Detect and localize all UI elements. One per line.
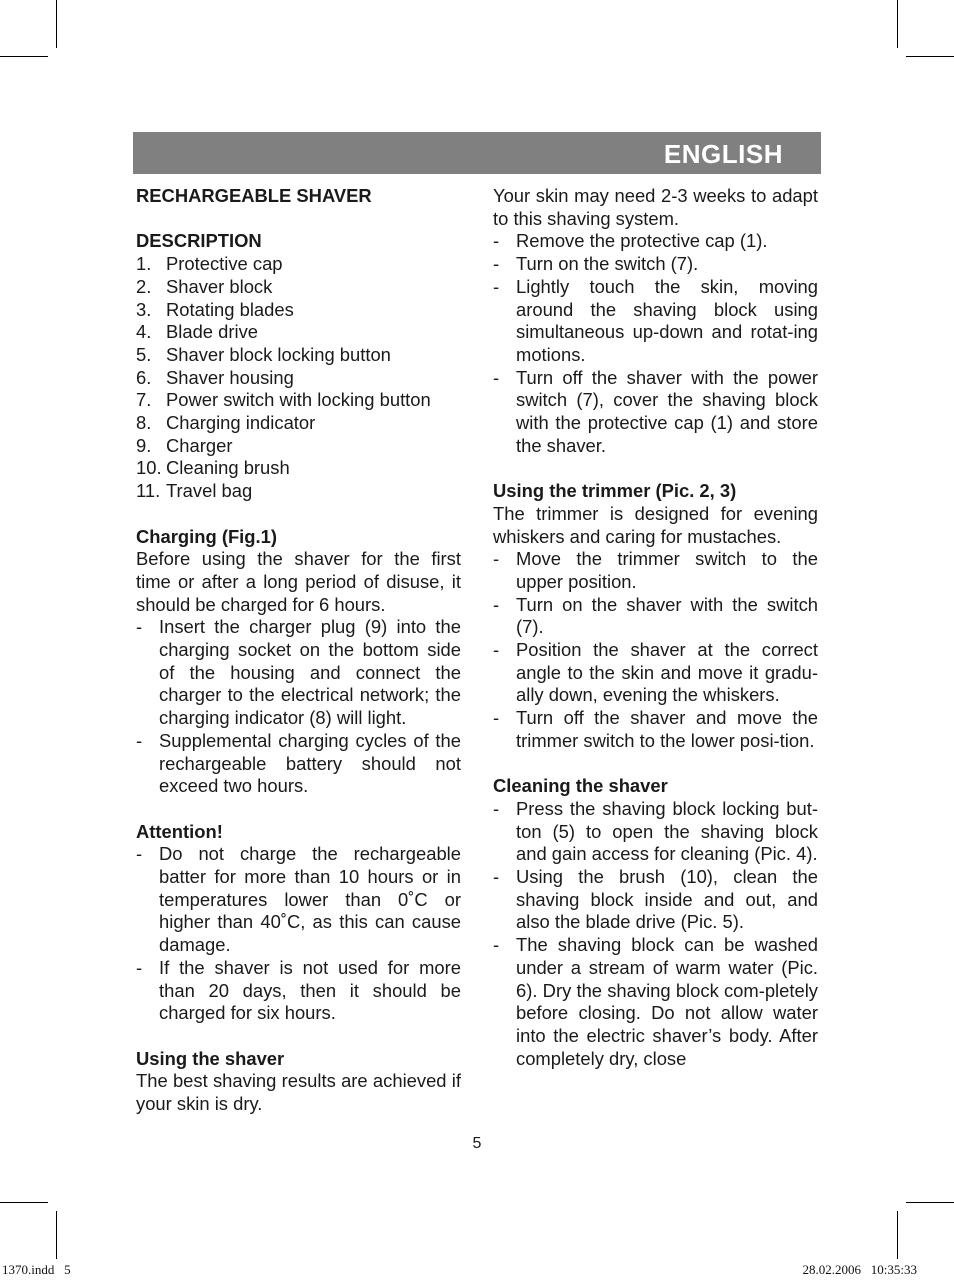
dash-marker: - bbox=[493, 230, 500, 252]
bullet-text: Remove the protective cap (1). bbox=[516, 230, 768, 252]
item-text: Blade drive bbox=[166, 321, 259, 343]
bullet-item bbox=[136, 616, 461, 730]
bullet-item bbox=[493, 253, 818, 276]
item-number: 5. bbox=[136, 343, 152, 365]
description-item bbox=[136, 457, 461, 480]
attention-heading: Attention! bbox=[136, 820, 223, 842]
dash-marker: - bbox=[136, 956, 143, 978]
bullet-text: Insert the charger plug (9) into the charging socket on the bottom side of the housing and connect the charger to the electrical network; the charging indicator (8) will light. bbox=[159, 616, 461, 729]
attention-list bbox=[136, 843, 461, 1025]
item-text: Protective cap bbox=[166, 253, 283, 275]
item-text: Shaver block bbox=[166, 275, 273, 297]
item-number: 9. bbox=[136, 434, 152, 456]
using-intro: The best shaving results are achieved if your skin is dry. bbox=[136, 1070, 461, 1115]
item-number: 4. bbox=[136, 321, 152, 343]
crop-mark bbox=[897, 0, 898, 48]
dash-marker: - bbox=[493, 366, 500, 388]
description-item bbox=[136, 276, 461, 299]
trimmer-heading: Using the trimmer (Pic. 2, 3) bbox=[493, 480, 737, 502]
crop-mark bbox=[56, 0, 57, 48]
dash-marker: - bbox=[493, 593, 500, 615]
item-number: 1. bbox=[136, 253, 152, 275]
bullet-item bbox=[493, 934, 818, 1070]
bullet-item bbox=[136, 730, 461, 798]
description-item bbox=[136, 253, 461, 276]
charging-intro: Before using the shaver for the first time or after a long period of disuse, it should be charged for 6 hours. bbox=[136, 548, 461, 615]
bullet-item bbox=[493, 707, 818, 752]
bullet-text: Position the shaver at the correct angle to the skin and move it gradu-ally down, evening the whiskers. bbox=[516, 639, 818, 706]
bullet-text: Lightly touch the skin, moving around the shaving block using simultaneous up-down and rotat-ing motions. bbox=[516, 275, 818, 365]
left-column bbox=[136, 185, 461, 1116]
bullet-text: Turn off the shaver and move the trimmer switch to the lower posi-tion. bbox=[516, 707, 818, 751]
item-text: Charger bbox=[166, 434, 233, 456]
cleaning-list bbox=[493, 798, 818, 1070]
description-heading: DESCRIPTION bbox=[136, 230, 262, 252]
bullet-text: Move the trimmer switch to the upper position. bbox=[516, 548, 818, 592]
bullet-text: The shaving block can be washed under a stream of warm water (Pic. 6). Dry the shaving block com-pletely before closing. Do not allow water into the electric shaver’s body. After completely dry, close bbox=[516, 934, 818, 1069]
description-item bbox=[136, 299, 461, 322]
bullet-item bbox=[136, 957, 461, 1025]
shaving-steps-list bbox=[493, 230, 818, 457]
bullet-text: Supplemental charging cycles of the rechargeable battery should not exceed two hours. bbox=[159, 729, 461, 797]
language-banner bbox=[133, 132, 821, 174]
bullet-text: Turn on the shaver with the switch (7). bbox=[516, 593, 818, 638]
page-number: 5 bbox=[472, 1135, 482, 1152]
trimmer-intro: The trimmer is designed for evening whiskers and caring for mustaches. bbox=[493, 502, 818, 547]
item-number: 2. bbox=[136, 275, 152, 297]
dash-marker: - bbox=[493, 275, 500, 297]
description-item bbox=[136, 412, 461, 435]
trimmer-list bbox=[493, 548, 818, 752]
bullet-item bbox=[493, 594, 818, 639]
bullet-item bbox=[136, 843, 461, 957]
dash-marker: - bbox=[493, 639, 500, 661]
bullet-item bbox=[493, 798, 818, 866]
crop-mark bbox=[0, 1202, 48, 1203]
bullet-item bbox=[493, 367, 818, 458]
crop-mark bbox=[906, 56, 954, 57]
dash-marker: - bbox=[136, 616, 143, 638]
bullet-item bbox=[493, 866, 818, 934]
dash-marker: - bbox=[493, 548, 500, 570]
item-number: 8. bbox=[136, 412, 152, 434]
dash-marker: - bbox=[493, 707, 500, 729]
item-text: Power switch with locking button bbox=[166, 389, 431, 411]
item-number: 6. bbox=[136, 366, 152, 388]
item-text: Rotating blades bbox=[166, 298, 294, 320]
description-item bbox=[136, 344, 461, 367]
item-number: 11. bbox=[136, 480, 161, 502]
item-text: Travel bag bbox=[166, 480, 253, 502]
bullet-text: If the shaver is not used for more than 20 days, then it should be charged for six hours. bbox=[159, 956, 461, 1024]
charging-list bbox=[136, 616, 461, 798]
description-item bbox=[136, 480, 461, 503]
description-item bbox=[136, 389, 461, 412]
date-slug: 28.02.2006 10:35:33 bbox=[802, 1262, 917, 1277]
language-title: ENGLISH bbox=[663, 139, 783, 169]
charging-heading: Charging (Fig.1) bbox=[136, 525, 277, 547]
dash-marker: - bbox=[136, 843, 143, 865]
bullet-text: Turn on the switch (7). bbox=[516, 253, 699, 275]
item-number: 10. bbox=[136, 457, 162, 479]
bullet-item bbox=[493, 639, 818, 707]
bullet-text: Press the shaving block locking but-ton (5) to open the shaving block and gain access for cleaning (Pic. 4). bbox=[516, 797, 818, 865]
bullet-item bbox=[493, 276, 818, 367]
description-item bbox=[136, 321, 461, 344]
file-slug: 1370.indd 5 bbox=[2, 1262, 71, 1277]
crop-mark bbox=[56, 1211, 57, 1259]
description-item bbox=[136, 367, 461, 390]
bullet-text: Using the brush (10), clean the shaving block inside and out, and also the blade drive (Pic. 5). bbox=[516, 866, 818, 933]
item-number: 7. bbox=[136, 389, 152, 411]
item-number: 3. bbox=[136, 298, 152, 320]
using-heading: Using the shaver bbox=[136, 1047, 285, 1069]
bullet-text: Turn off the shaver with the power switch (7), cover the shaving block with the protective cap (1) and store the shaver. bbox=[516, 366, 818, 456]
dash-marker: - bbox=[493, 934, 500, 956]
item-text: Shaver block locking button bbox=[166, 343, 391, 365]
document-title: RECHARGEABLE SHAVER bbox=[136, 185, 372, 206]
dash-marker: - bbox=[493, 797, 500, 819]
dash-marker: - bbox=[136, 729, 143, 751]
crop-mark bbox=[0, 56, 48, 57]
bullet-item bbox=[493, 548, 818, 593]
crop-mark bbox=[897, 1211, 898, 1259]
item-text: Cleaning brush bbox=[166, 457, 290, 479]
bullet-item bbox=[493, 230, 818, 253]
right-column bbox=[493, 185, 818, 1070]
cleaning-heading: Cleaning the shaver bbox=[493, 775, 668, 797]
description-item bbox=[136, 435, 461, 458]
description-list bbox=[136, 253, 461, 503]
dash-marker: - bbox=[493, 253, 500, 275]
adapt-intro: Your skin may need 2-3 weeks to adapt to this shaving system. bbox=[493, 185, 818, 229]
dash-marker: - bbox=[493, 866, 500, 888]
item-text: Shaver housing bbox=[166, 366, 294, 388]
item-text: Charging indicator bbox=[166, 412, 316, 434]
bullet-text: Do not charge the rechargeable batter for more than 10 hours or in temperatures lower than 0˚C or higher than 40˚C, as this can cause damage. bbox=[159, 843, 461, 956]
crop-mark bbox=[906, 1202, 954, 1203]
